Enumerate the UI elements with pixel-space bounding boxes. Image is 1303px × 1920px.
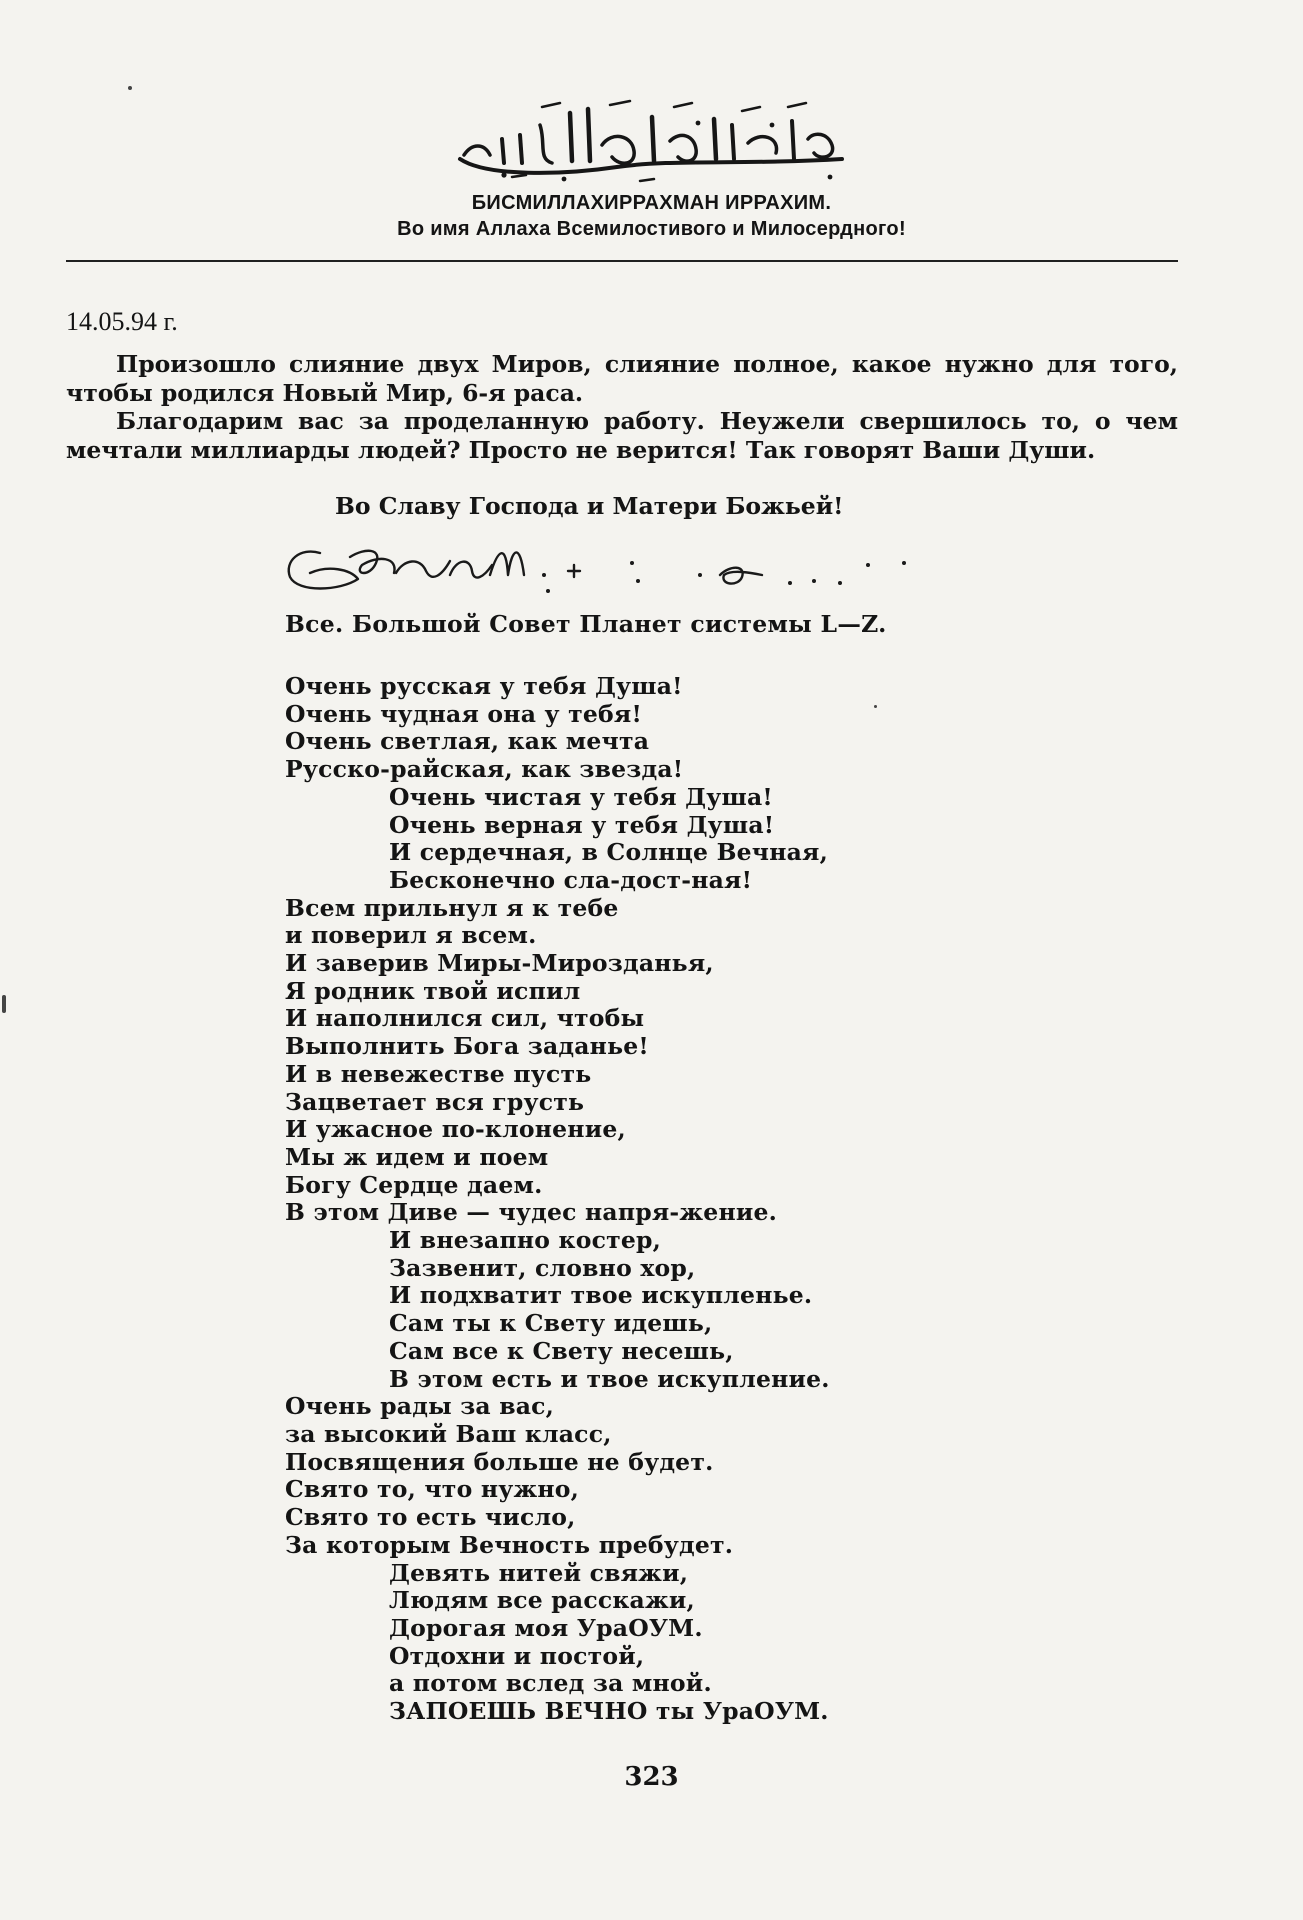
scan-speck (874, 705, 877, 708)
poem-line: В этом Диве — чудес напря-жение. (285, 1198, 778, 1227)
poem-line: Очень светлая, как мечта (285, 727, 650, 756)
poem-line: Девять нитей свяжи, (389, 1558, 689, 1587)
poem-line: Сам все к Свету несешь, (389, 1336, 734, 1365)
poem-line: Очень верная у тебя Душа! (389, 810, 775, 839)
council-signature: Все. Большой Совет Планет системы L—Z. (285, 610, 887, 638)
translation-line: Во имя Аллаха Всемилостивого и Милосердного! (397, 218, 906, 240)
poem-line: Дорогая моя УраОУМ. (389, 1613, 703, 1642)
transliteration-line: БИСМИЛЛАХИРРАХМАН ИРРАХИМ. (471, 192, 832, 214)
poem-line: и поверил я всем. (285, 921, 537, 950)
poem-line: Очень рады за вас, (285, 1392, 555, 1421)
poem-line: И наполнился сил, чтобы (285, 1004, 645, 1033)
poem-line: И в невежестве пусть (285, 1059, 592, 1088)
poem-line: Людям все расскажи, (389, 1586, 695, 1615)
bismillah-calligraphy (442, 95, 862, 190)
poem-line: Русско-райская, как звезда! (285, 755, 684, 784)
intro-paragraph: Благодарим вас за проделанную работу. Неужели свершилось то, о чем мечтали миллиарды людей? Просто не верится! Так говорят Ваши Души. (66, 407, 1178, 464)
intro-text (66, 350, 1178, 464)
poem (285, 673, 830, 1726)
poem-line: И внезапно костер, (389, 1226, 662, 1255)
poem-line: Всем прильнул я к тебе (285, 893, 619, 922)
scan-speck (128, 86, 132, 90)
poem-line: Очень чистая у тебя Душа! (389, 782, 773, 811)
poem-line: И подхватит твое искупленье. (389, 1281, 813, 1310)
entry-date: 14.05.94 г. (66, 307, 178, 336)
closing-line: Во Славу Господа и Матери Божьей! (335, 492, 844, 520)
intro-paragraph: Произошло слияние двух Миров, слияние полное, какое нужно для того, чтобы родился Новый Мир, 6-я раса. (66, 350, 1178, 407)
poem-line: И сердечная, в Солнце Вечная, (389, 838, 828, 867)
poem-line: За которым Вечность пребудет. (285, 1530, 734, 1559)
poem-line: Отдохни и постой, (389, 1641, 645, 1670)
poem-line: Посвящения больше не будет. (285, 1447, 714, 1476)
poem-line: И ужасное по-клонение, (285, 1115, 626, 1144)
poem-line: Богу Сердце даем. (285, 1170, 543, 1199)
poem-line: В этом есть и твое искупление. (389, 1364, 830, 1393)
header-divider (66, 260, 1178, 262)
poem-line: Очень русская у тебя Душа! (285, 672, 683, 700)
poem-line: И заверив Миры-Мирозданья, (285, 949, 714, 978)
poem-line: за высокий Ваш класс, (285, 1419, 612, 1448)
poem-line: Я родник твой испил (285, 976, 581, 1005)
scan-speck (2, 995, 6, 1013)
poem-line: Выполнить Бога заданье! (285, 1032, 649, 1061)
poem-line: Мы ж идем и поем (285, 1142, 549, 1171)
page-number: 323 (624, 1762, 679, 1792)
poem-line: Зацветает вся грусть (285, 1087, 585, 1116)
poem-line: Очень чудная она у тебя! (285, 699, 643, 728)
poem-line: ЗАПОЕШЬ ВЕЧНО ты УраОУМ. (389, 1697, 829, 1726)
poem-line: Бесконечно сла-дост-ная! (389, 865, 753, 894)
poem-line: Свято то есть число, (285, 1503, 576, 1532)
page-header (0, 95, 1303, 242)
poem-line: Зазвенит, словно хор, (389, 1253, 696, 1282)
poem-line: Сам ты к Свету идешь, (389, 1309, 713, 1338)
poem-line: Свято то, что нужно, (285, 1475, 580, 1504)
poem-line: а потом вслед за мной. (389, 1669, 712, 1698)
handwritten-signature (280, 535, 940, 600)
